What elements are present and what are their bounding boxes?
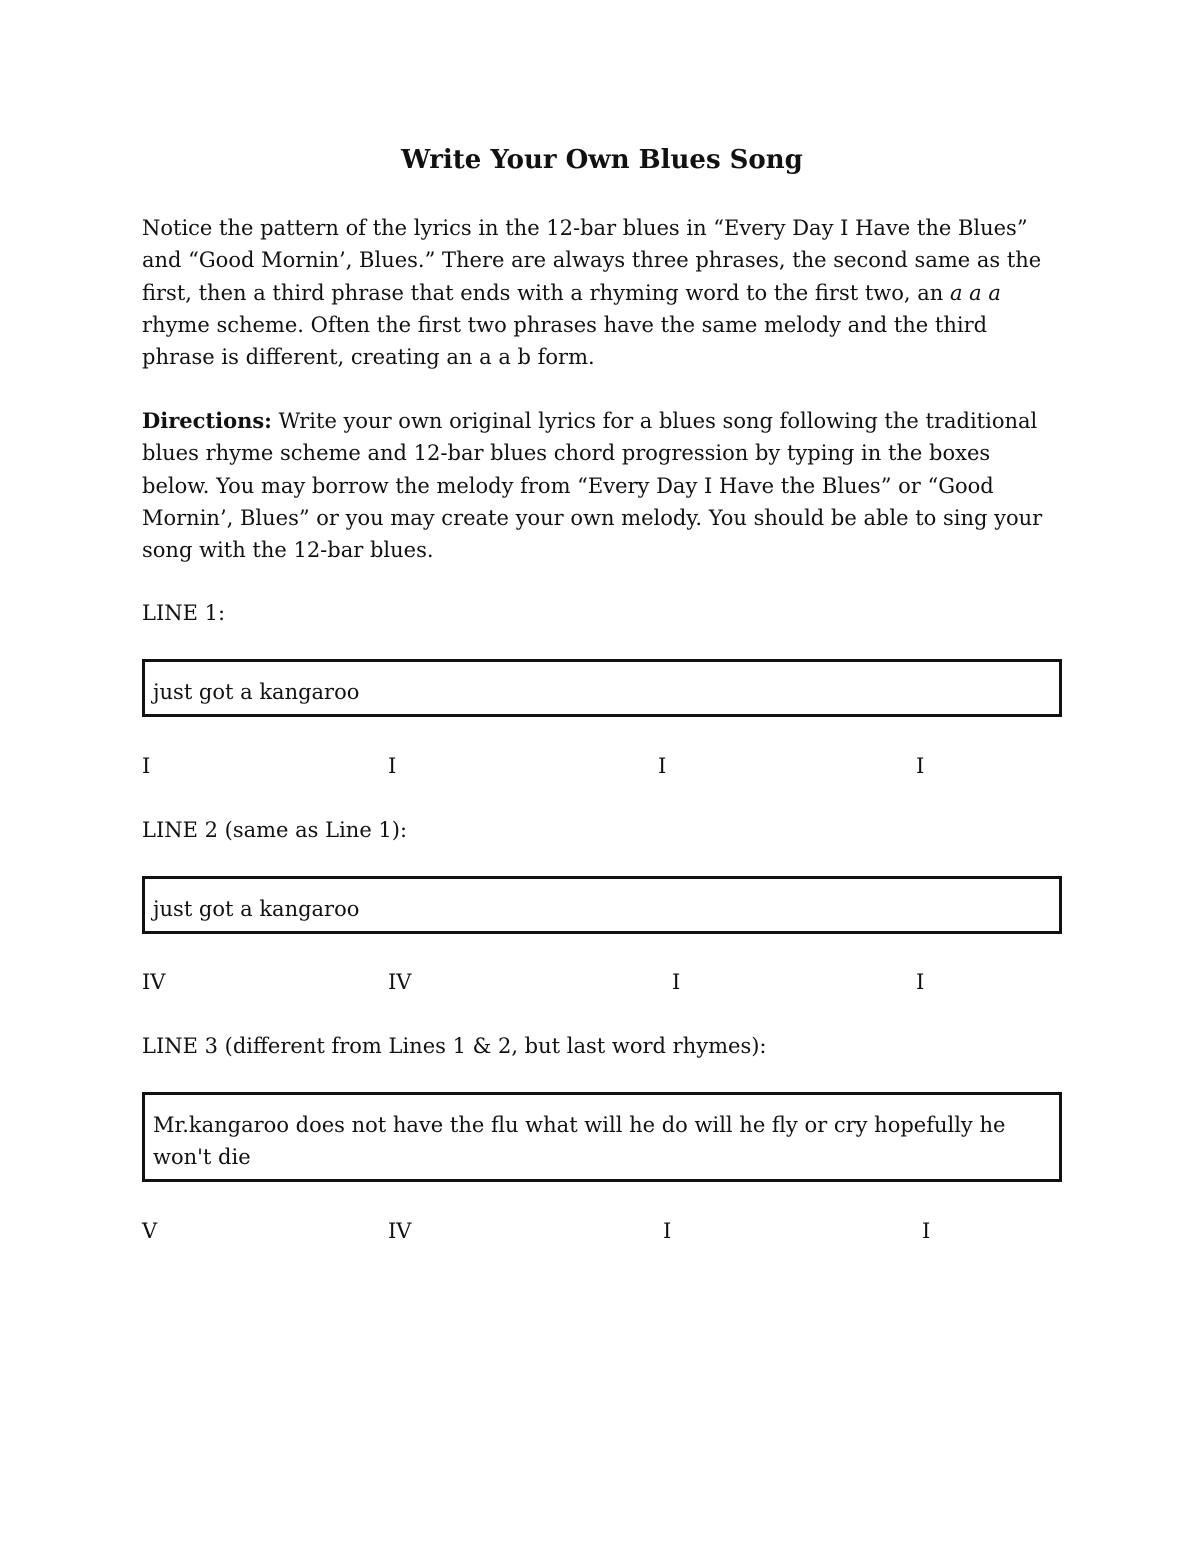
line-3-chord-2: IV bbox=[388, 1219, 412, 1243]
line-1-lyric-field[interactable] bbox=[142, 659, 1062, 717]
line-3-lyric-text: Mr.kangaroo does not have the flu what will he do will he fly or cry hopefully he won't die bbox=[153, 1113, 1006, 1169]
line-3-lyric-field[interactable] bbox=[142, 1092, 1062, 1182]
line-3-label: LINE 3 (different from Lines 1 & 2, but last word rhymes): bbox=[142, 1034, 767, 1058]
line-1-chord-1: I bbox=[142, 754, 151, 778]
line-1-chord-4: I bbox=[916, 754, 925, 778]
line-2-chord-3: I bbox=[672, 970, 681, 994]
intro-text-part-1: Notice the pattern of the lyrics in the 12-bar blues in “Every Day I Have the Blues” and “Good Mornin’, Blues.” There are always three phrases, the second same as the first, then a third phrase that ends with a rhyming word to the first two, an bbox=[142, 216, 1042, 305]
line-2-lyric-text: just got a kangaroo bbox=[153, 897, 360, 921]
line-3-chord-3: I bbox=[663, 1219, 672, 1243]
line-2-chord-2: IV bbox=[388, 970, 412, 994]
line-2-chord-1: IV bbox=[142, 970, 166, 994]
line-1-chord-2: I bbox=[388, 754, 397, 778]
intro-text-part-2: rhyme scheme. Often the first two phrases have the same melody and the third phrase is different, creating an a a b form. bbox=[142, 312, 988, 370]
intro-paragraph bbox=[142, 212, 1062, 373]
directions-text: Write your own original lyrics for a blues song following the traditional blues rhyme scheme and 12-bar blues chord progression by typing in the boxes below. You may borrow the melody from “Every Day I Have the Blues” or “Good Mornin’, Blues” or you may create your own melody. You should be able to sing your song with the 12-bar blues. bbox=[142, 409, 1043, 563]
directions-paragraph bbox=[142, 405, 1062, 566]
line-3-chord-4: I bbox=[922, 1219, 931, 1243]
line-3-chord-1: V bbox=[142, 1219, 158, 1243]
line-2-chord-4: I bbox=[916, 970, 925, 994]
page-title: Write Your Own Blues Song bbox=[401, 145, 803, 175]
rhyme-scheme-italic: a a a bbox=[949, 280, 1001, 305]
line-2-label: LINE 2 (same as Line 1): bbox=[142, 818, 408, 842]
directions-label: Directions: bbox=[142, 408, 272, 433]
line-1-label: LINE 1: bbox=[142, 601, 226, 625]
line-2-lyric-field[interactable] bbox=[142, 876, 1062, 934]
line-1-lyric-text: just got a kangaroo bbox=[153, 680, 360, 704]
line-1-chord-3: I bbox=[658, 754, 667, 778]
